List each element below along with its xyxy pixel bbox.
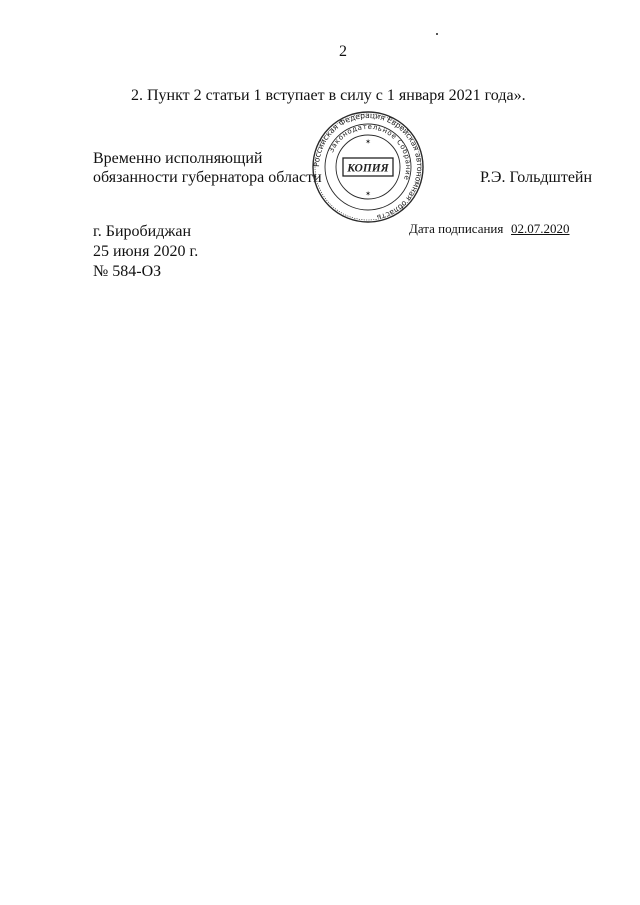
law-paragraph: 2. Пункт 2 статьи 1 вступает в силу с 1 января 2021 года». bbox=[131, 87, 526, 104]
official-seal-stamp bbox=[312, 111, 424, 223]
stamp-top-star-icon: ✶ bbox=[365, 138, 371, 146]
stamp-inner-text: Законодательное Собрание bbox=[327, 122, 413, 182]
signer-role-line-1: Временно исполняющий bbox=[93, 150, 263, 167]
signing-date-label: Дата подписания bbox=[409, 221, 504, 236]
signing-date-value: 02.07.2020 bbox=[511, 221, 570, 236]
scan-speck bbox=[436, 33, 438, 35]
stamp-center-text: КОПИЯ bbox=[347, 162, 389, 175]
signer-role-line-2: обязанности губернатора области bbox=[93, 169, 322, 186]
city: г. Биробиджан bbox=[93, 223, 192, 240]
stamp-outer-text: Российская Федерация Еврейская автономная область bbox=[312, 111, 424, 223]
page-number: 2 bbox=[339, 43, 347, 60]
stamp-bottom-star-icon: ✶ bbox=[365, 190, 371, 198]
adoption-date: 25 июня 2020 г. bbox=[93, 243, 199, 260]
signer-name: Р.Э. Гольдштейн bbox=[480, 169, 593, 186]
law-number: № 584-ОЗ bbox=[93, 263, 162, 280]
